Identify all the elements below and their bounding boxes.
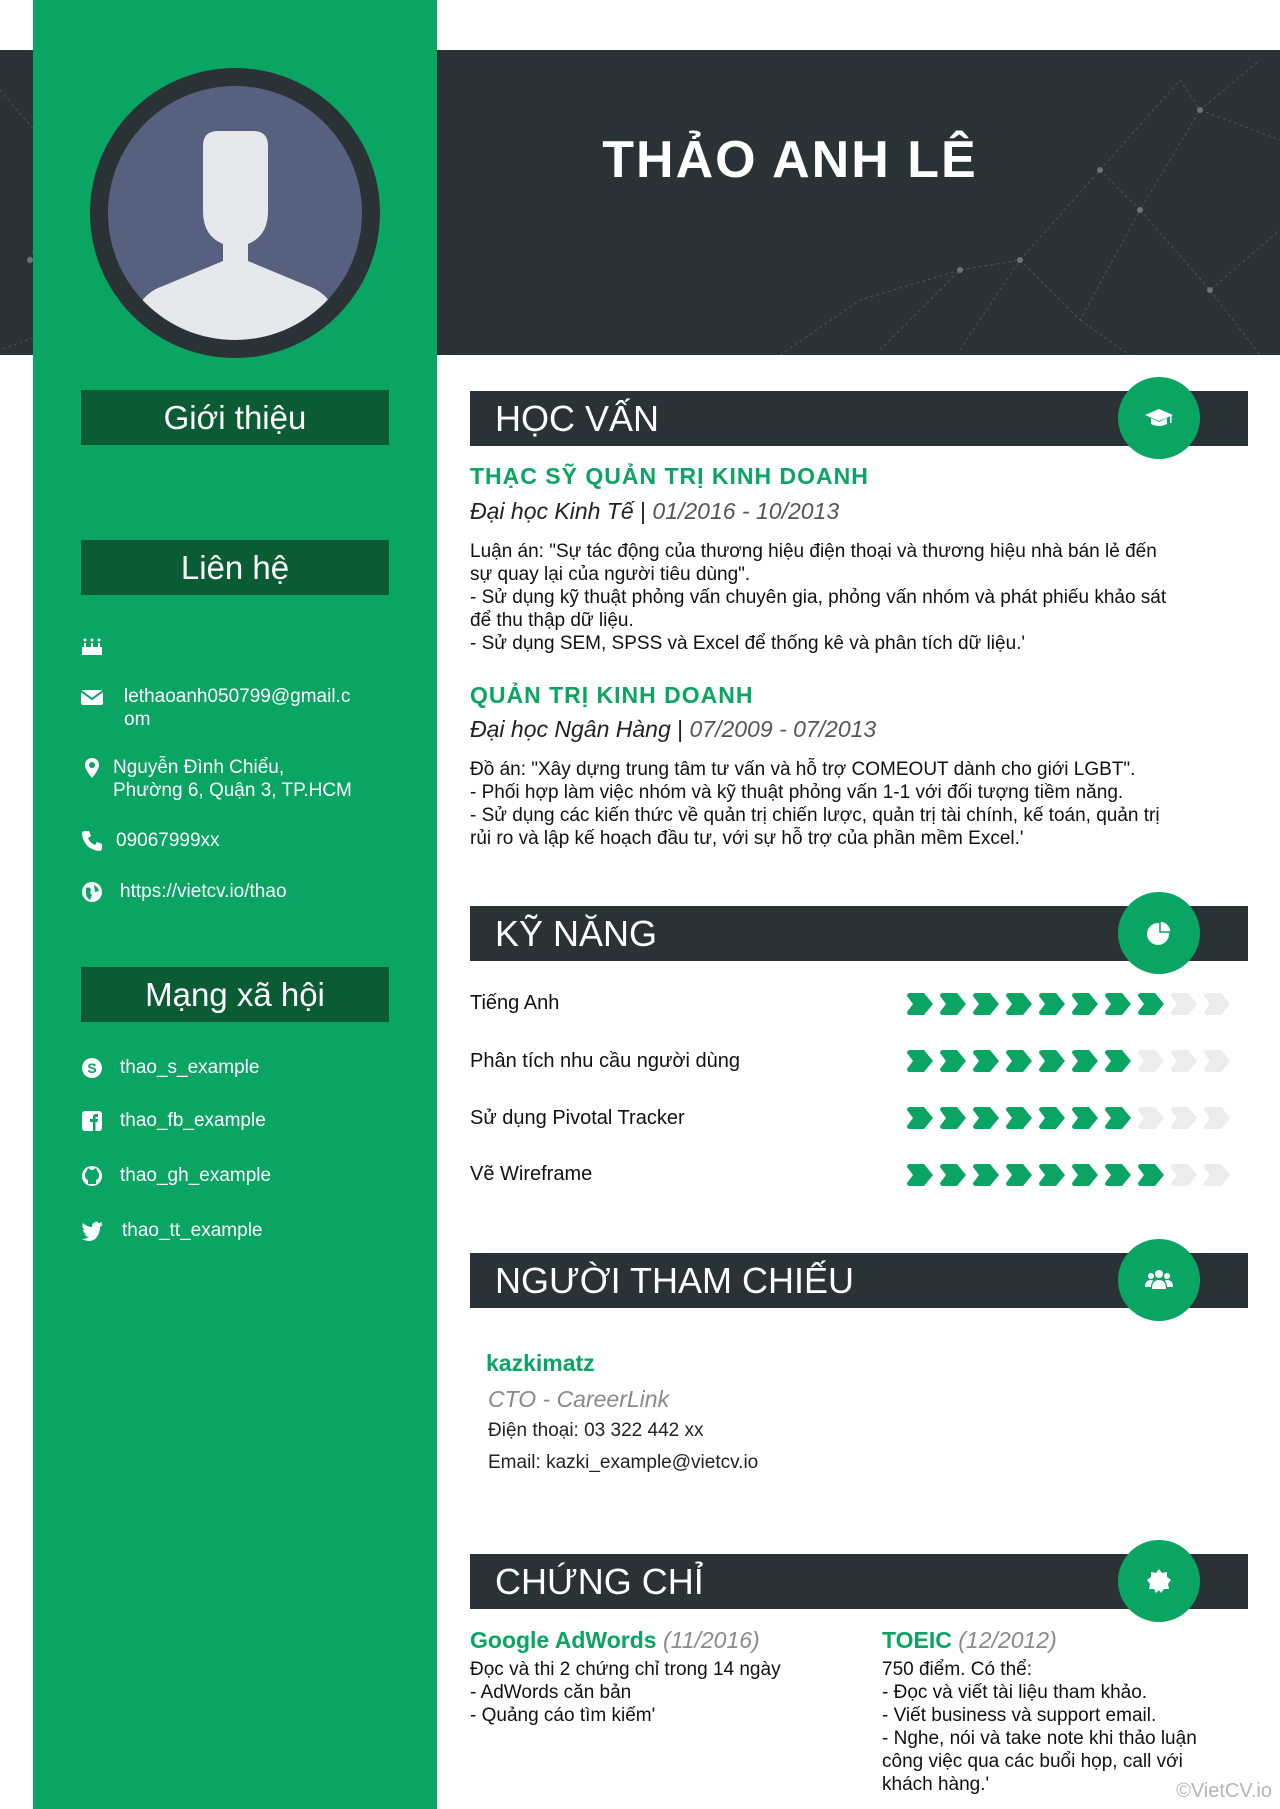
rating-pip-filled [940, 993, 966, 1015]
rating-pip-filled [973, 1164, 999, 1186]
rating-pip-filled [973, 1050, 999, 1072]
pie-chart-icon [1144, 918, 1174, 948]
phone-text: 09067999xx [116, 830, 220, 851]
skill-name-2: Phân tích nhu cầu người dùng [470, 1050, 741, 1072]
rating-pip-empty [1204, 1164, 1230, 1186]
watermark: ©VietCV.io [1176, 1780, 1272, 1802]
cake-icon [80, 633, 104, 657]
rating-pip-filled [1105, 1107, 1131, 1129]
rating-pip-filled [1039, 993, 1065, 1015]
rating-pip-filled [907, 1164, 933, 1186]
rating-pip-empty [1171, 1107, 1197, 1129]
rating-pip-filled [1006, 1050, 1032, 1072]
skype-icon [80, 1056, 104, 1080]
rating-pip-empty [1204, 1050, 1230, 1072]
avatar [90, 68, 380, 358]
reference-role: CTO - CareerLink [488, 1386, 670, 1412]
rating-pip-empty [1138, 1107, 1164, 1129]
globe-icon [80, 880, 104, 904]
person-icon [108, 86, 362, 340]
rating-pip-empty [1171, 1050, 1197, 1072]
address-text: Nguyễn Đình Chiểu, Phường 6, Quận 3, TP.HCM [113, 757, 352, 801]
email-icon [80, 685, 104, 709]
skill-name-3: Sử dụng Pivotal Tracker [470, 1107, 685, 1129]
edu-desc-2: Đồ án: "Xây dựng trung tâm tư vấn và hỗ trợ COMEOUT dành cho giới LGBT". - Phối hợp làm việc nhóm và kỹ thuật phỏng vấn 1-1 với đối tượng tiềm năng. - Sử dụng các kiến thức về quản trị chiến lược, quản trị tài chính, kế toán, quản trị rủi ro và lập kế hoạch đầu tư, với sự hỗ trợ của phần mềm Excel.' [470, 759, 1160, 849]
candidate-name: THẢO ANH LÊ [602, 131, 978, 189]
rating-pip-filled [1105, 1050, 1131, 1072]
rating-pip-filled [1072, 1164, 1098, 1186]
edu-degree-1: THẠC SỸ QUẢN TRỊ KINH DOANH [470, 463, 869, 489]
rating-pip-filled [1072, 993, 1098, 1015]
contact-title: Liên hệ [81, 540, 389, 595]
graduation-cap-icon [1144, 403, 1174, 433]
edu-desc-1: Luận án: "Sự tác động của thương hiệu điện thoại và thương hiệu nhà bán lẻ đến sự quay lại của người tiêu dùng". - Sử dụng kỹ thuật phỏng vấn chuyên gia, phỏng vấn nhóm và phát phiếu khảo sát để thu thập dữ liệu. - Sử dụng SEM, SPSS và Excel để thống kê và phân tích dữ liệu.' [470, 541, 1167, 654]
rating-pip-empty [1204, 1107, 1230, 1129]
rating-pip-filled [1006, 1107, 1032, 1129]
rating-pip-filled [907, 1107, 933, 1129]
rating-pip-filled [973, 1107, 999, 1129]
rating-pip-filled [1138, 993, 1164, 1015]
edu-school-2: Đại học Ngân Hàng | 07/2009 - 07/2013 [470, 716, 877, 742]
svg-text:S: S [87, 1060, 97, 1076]
intro-title: Giới thiệu [81, 390, 389, 445]
certificate-2: TOEIC (12/2012) 750 điểm. Có thể: - Đọc và viết tài liệu tham khảo. - Viết business và support email. - Nghe, nói và take note khi thảo luận công việc qua các buổi họp, call với khách hàng.' [882, 1627, 1197, 1795]
phone-icon [80, 829, 104, 853]
skills-header: KỸ NĂNG [470, 906, 1248, 961]
github-icon [80, 1164, 104, 1188]
references-header: NGƯỜI THAM CHIẾU [470, 1253, 1248, 1308]
certificates-header: CHỨNG CHỈ [470, 1554, 1248, 1609]
skills-badge [1118, 892, 1200, 974]
rating-pip-filled [1039, 1107, 1065, 1129]
rating-pip-empty [1138, 1050, 1164, 1072]
social-title: Mạng xã hội [81, 967, 389, 1022]
rating-pip-filled [940, 1107, 966, 1129]
rating-pip-filled [1072, 1107, 1098, 1129]
badge-icon [1144, 1566, 1174, 1596]
rating-pip-filled [940, 1164, 966, 1186]
email-text: lethaoanh050799@gmail.c om [124, 686, 351, 730]
reference-phone: Điện thoại: 03 322 442 xx [488, 1420, 704, 1441]
website-text: https://vietcv.io/thao [120, 881, 287, 902]
rating-pip-filled [1039, 1164, 1065, 1186]
skill-name-4: Vẽ Wireframe [470, 1163, 593, 1185]
rating-pip-filled [1006, 1164, 1032, 1186]
edu-school-1: Đại học Kinh Tế | 01/2016 - 10/2013 [470, 498, 840, 524]
rating-pip-filled [907, 993, 933, 1015]
rating-pip-filled [1138, 1164, 1164, 1186]
rating-pip-filled [1072, 1050, 1098, 1072]
certificate-1: Google AdWords (11/2016) Đọc và thi 2 chứng chỉ trong 14 ngày - AdWords căn bản - Quảng cáo tìm kiếm' [470, 1627, 781, 1726]
rating-pip-filled [973, 993, 999, 1015]
reference-name: kazkimatz [486, 1350, 595, 1376]
location-icon [80, 756, 104, 780]
skill-name-1: Tiếng Anh [470, 992, 560, 1014]
rating-pip-empty [1204, 993, 1230, 1015]
certificates-badge [1118, 1540, 1200, 1622]
education-badge [1118, 377, 1200, 459]
twitter-icon [80, 1219, 104, 1243]
rating-pip-filled [1039, 1050, 1065, 1072]
rating-pip-filled [907, 1050, 933, 1072]
rating-pip-filled [1105, 993, 1131, 1015]
reference-email[interactable]: Email: kazki_example@vietcv.io [488, 1452, 759, 1473]
rating-pip-filled [940, 1050, 966, 1072]
rating-pip-filled [1006, 993, 1032, 1015]
references-badge [1118, 1239, 1200, 1321]
facebook-icon [80, 1109, 104, 1133]
rating-pip-empty [1171, 1164, 1197, 1186]
users-icon [1144, 1265, 1174, 1295]
rating-pip-empty [1171, 993, 1197, 1015]
edu-degree-2: QUẢN TRỊ KINH DOANH [470, 682, 754, 708]
education-header: HỌC VẤN [470, 391, 1248, 446]
rating-pip-filled [1105, 1164, 1131, 1186]
